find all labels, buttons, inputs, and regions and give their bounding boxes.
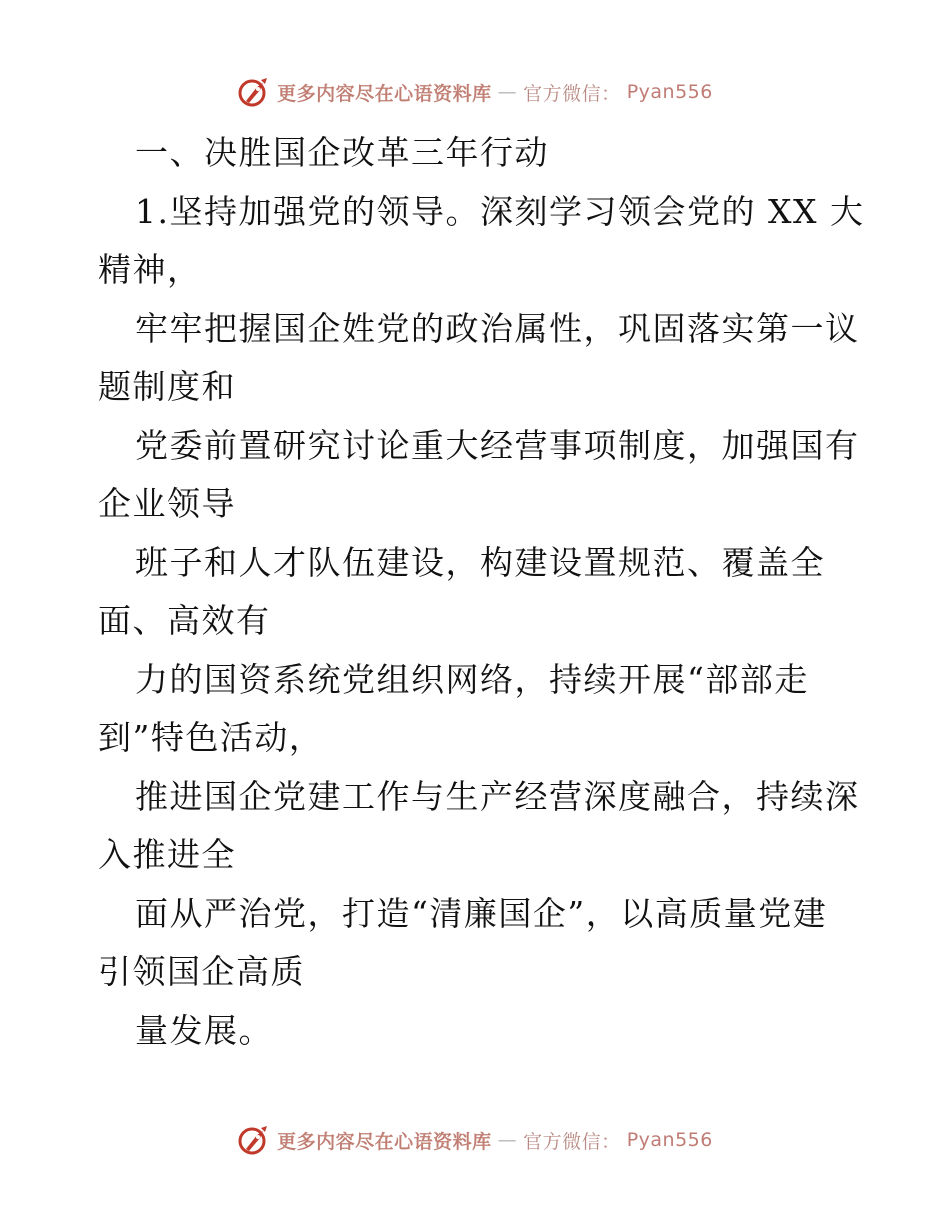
paragraph-line: 入推进全 (98, 835, 236, 874)
banner-wechat-id: Pyan556 (626, 81, 713, 103)
banner-wechat-label: 官方微信： (523, 1130, 621, 1153)
paragraph-line: 题制度和 (98, 367, 236, 406)
banner-main-text: 更多内容尽在心语资料库 (277, 82, 492, 105)
paragraph-line: 牢牢把握国企姓党的政治属性，巩固落实第一议 (135, 308, 860, 348)
paragraph-line: 力的国资系统党组织网络，持续开展“部部走 (135, 659, 809, 699)
footer-banner (0, 1120, 950, 1160)
paragraph-line: 推进国企党建工作与生产经营深度融合，持续深 (135, 776, 860, 816)
section-heading: 一、决胜国企改革三年行动 (135, 133, 549, 172)
banner-wechat-label: 官方微信： (523, 82, 621, 105)
paragraph-line: 企业领导 (98, 484, 236, 523)
pen-nib-logo-icon (237, 75, 271, 109)
paragraph-line: 面从严治党，打造“清廉国企”，以高质量党建 (135, 893, 828, 933)
banner-main-text: 更多内容尽在心语资料库 (277, 1130, 492, 1153)
pen-nib-logo-icon (237, 1123, 271, 1157)
paragraph-line: 班子和人才队伍建设，构建设置规范、覆盖全 (135, 542, 825, 582)
paragraph-line: 精神， (98, 250, 202, 289)
document-body (98, 124, 865, 1060)
paragraph-line: 引领国企高质 (98, 952, 305, 991)
paragraph-line: 党委前置研究讨论重大经营事项制度，加强国有 (135, 425, 860, 465)
paragraph-line: 到”特色活动， (98, 718, 324, 757)
banner-wechat-id: Pyan556 (626, 1129, 713, 1151)
banner-separator: — (497, 1129, 518, 1151)
paragraph-line: 面、高效有 (98, 601, 271, 640)
paragraph-line: 1.坚持加强党的领导。深刻学习领会党的 XX 大 (135, 191, 865, 231)
header-banner (0, 72, 950, 112)
paragraph-line: 量发展。 (135, 1010, 273, 1050)
banner-separator: — (497, 81, 518, 103)
